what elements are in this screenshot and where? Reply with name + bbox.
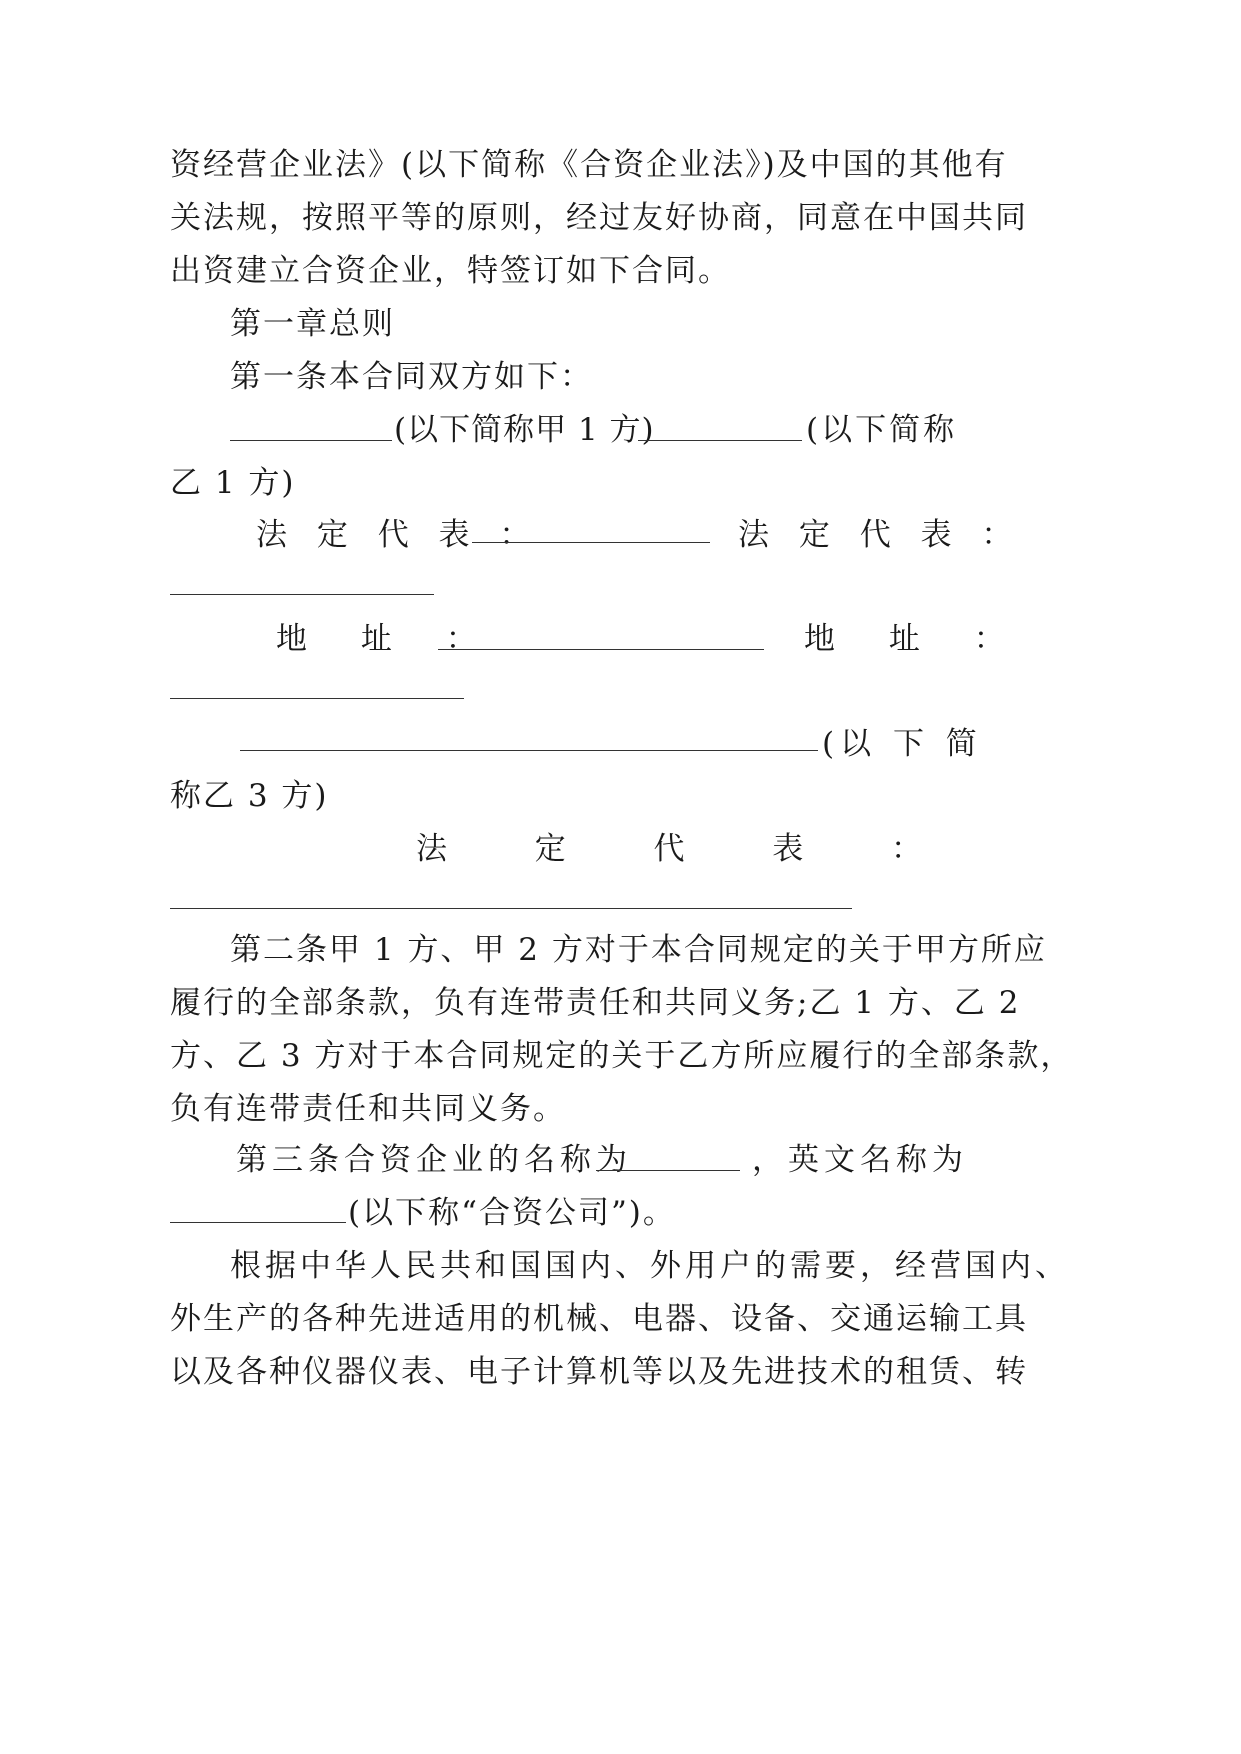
blank-legal-rep-b1	[170, 594, 434, 595]
blank-party-b3	[240, 750, 818, 751]
article-2-line-1: 第二条甲 1 方、甲 2 方对于本合同规定的关于甲方所应	[230, 932, 1047, 968]
blank-address-a1	[438, 649, 764, 650]
legal-rep-char-1: 法	[416, 831, 449, 867]
article-3-line-1-end: ，英文名称为	[752, 1142, 968, 1178]
party-b3-label-start: (以 下 简	[822, 726, 983, 762]
legal-rep-label-b1: 法 定 代 表 ：	[738, 517, 1023, 553]
article-2-line-3: 方、乙 3 方对于本合同规定的关于乙方所应履行的全部条款，	[170, 1038, 1074, 1074]
chapter-title: 第一章总则	[230, 306, 395, 342]
blank-party-a1	[230, 440, 392, 441]
legal-rep-char-2: 定	[534, 831, 568, 867]
legal-rep-char-4: 表	[772, 831, 806, 867]
address-label-a1: 地 址 ：	[276, 621, 499, 657]
business-line-3: 以及各种仪器仪表、电子计算机等以及先进技术的租赁、转	[170, 1354, 1028, 1390]
article-1-heading: 第一条本合同双方如下：	[230, 359, 593, 395]
intro-line-1: 资经营企业法》(以下简称《合资企业法》)及中国的其他有	[170, 147, 1008, 183]
business-line-2: 外生产的各种先进适用的机械、电器、设备、交通运输工具	[170, 1301, 1028, 1337]
blank-company-name	[596, 1170, 740, 1171]
party-b1-label-start: (以下简称	[806, 412, 958, 448]
blank-party-b1	[638, 440, 802, 441]
blank-address-b1	[170, 698, 464, 699]
article-3-line-1-start: 第三条合资企业的名称为	[236, 1142, 632, 1178]
party-b1-label-end: 乙 1 方)	[170, 465, 296, 501]
article-2-line-2: 履行的全部条款，负有连带责任和共同义务;乙 1 方、乙 2	[170, 985, 1021, 1021]
address-label-b1: 地 址 ：	[804, 621, 1027, 657]
legal-rep-label-a1: 法 定 代 表 ：	[256, 517, 541, 553]
legal-rep-char-5: ：	[891, 831, 924, 867]
blank-english-name	[170, 1222, 346, 1223]
article-2-line-4: 负有连带责任和共同义务。	[170, 1091, 566, 1127]
article-3-line-2-end: (以下称“合资公司”)。	[348, 1195, 676, 1231]
intro-line-3: 出资建立合资企业，特签订如下合同。	[170, 253, 731, 289]
blank-legal-rep-b3	[170, 908, 852, 909]
blank-legal-rep-a1	[472, 542, 710, 543]
legal-rep-label-b3	[416, 829, 924, 869]
intro-line-2: 关法规，按照平等的原则，经过友好协商，同意在中国共同	[170, 200, 1028, 236]
party-b3-label-end: 称乙 3 方)	[170, 778, 329, 814]
business-line-1: 根据中华人民共和国国内、外用户的需要，经营国内、	[230, 1248, 1070, 1284]
legal-rep-char-3: 代	[653, 831, 687, 867]
party-a1-label: (以下简称甲 1 方)	[394, 412, 655, 448]
